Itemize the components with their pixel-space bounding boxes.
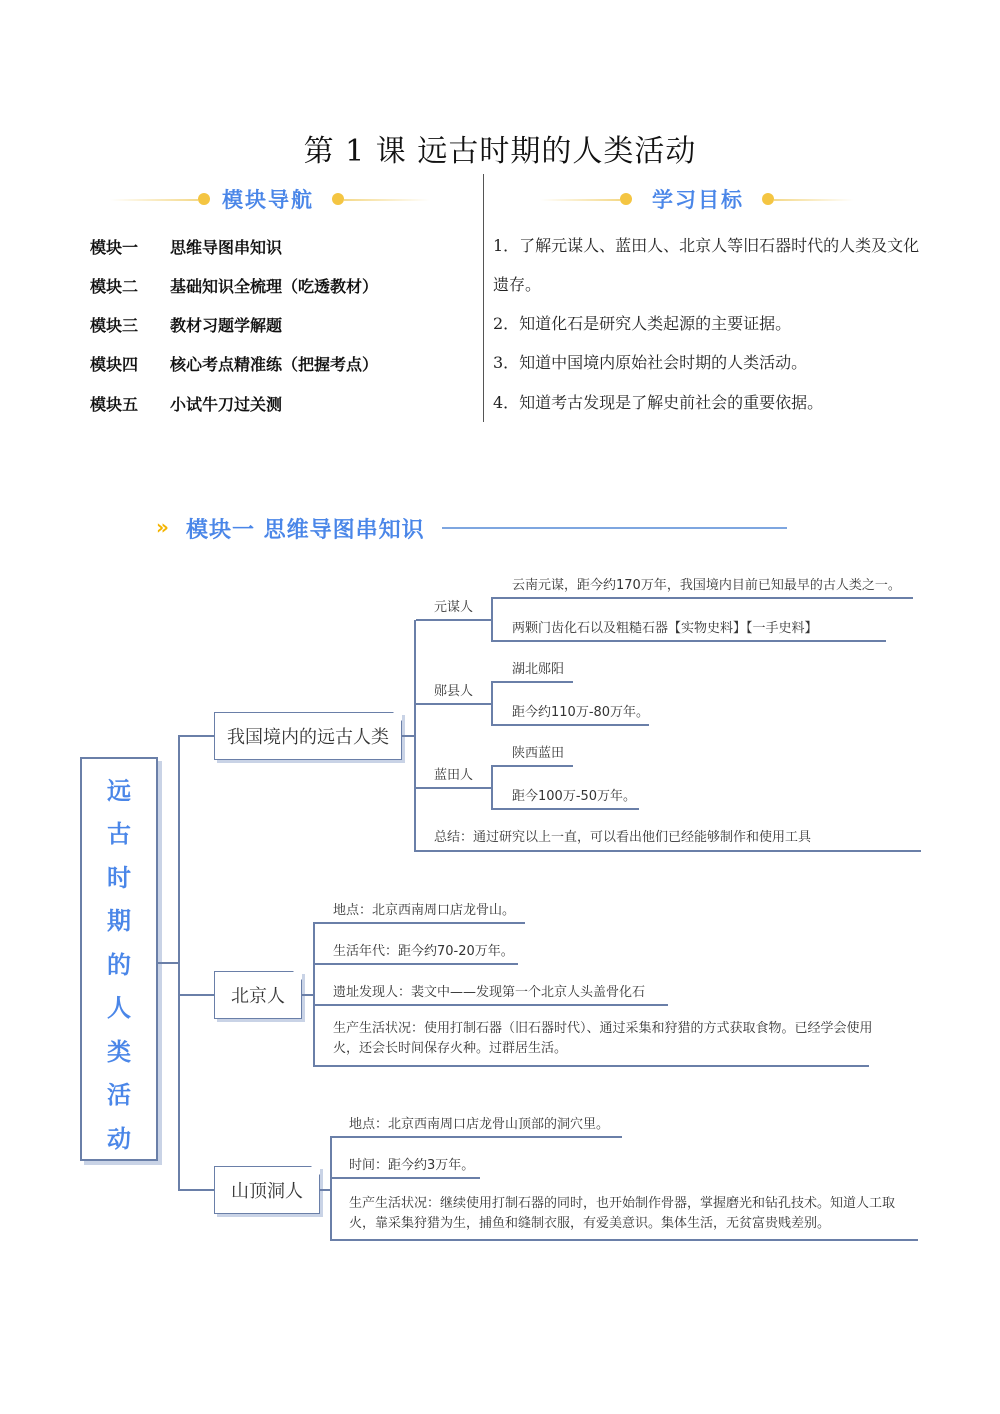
fact-text: 距今100万-50万年。 bbox=[512, 789, 637, 804]
underline bbox=[416, 619, 492, 621]
goal-item: 4．知道考古发现是了解史前社会的重要依据。 bbox=[493, 393, 824, 412]
fact-text: 湖北郧阳 bbox=[512, 662, 565, 677]
fact-text: 时间：距今约3万年。 bbox=[349, 1158, 475, 1173]
branch-label: 我国境内的远古人类 bbox=[227, 727, 389, 748]
root-char: 古 bbox=[107, 820, 131, 848]
goals-heading: 学习目标 bbox=[652, 188, 744, 212]
dot-icon bbox=[620, 193, 632, 205]
fact-text: 地点：北京西南周口店龙骨山。 bbox=[333, 903, 516, 918]
nav-key: 模块五 bbox=[90, 395, 139, 414]
underline bbox=[330, 1136, 622, 1138]
underline bbox=[313, 922, 525, 924]
module1-heading: 模块一 思维导图串知识 bbox=[186, 518, 425, 543]
nav-value: 核心考点精准练（把握考点） bbox=[170, 355, 379, 374]
sub-label: 蓝田人 bbox=[434, 768, 474, 783]
divider bbox=[774, 199, 854, 201]
underline bbox=[491, 597, 913, 599]
sub-label: 元谋人 bbox=[434, 600, 474, 615]
connector bbox=[313, 922, 315, 1066]
branch-label: 山顶洞人 bbox=[231, 1181, 303, 1202]
divider bbox=[344, 199, 430, 201]
dot-icon bbox=[332, 193, 344, 205]
connector bbox=[302, 994, 313, 996]
root-char: 人 bbox=[107, 994, 131, 1022]
fact-text: 地点：北京西南周口店龙骨山顶部的洞穴里。 bbox=[349, 1117, 610, 1132]
fact-text: 云南元谋，距今约170万年，我国境内目前已知最早的古人类之一。 bbox=[512, 578, 901, 593]
module1-heading-bar bbox=[156, 513, 796, 547]
double-chevron-icon: » bbox=[156, 515, 169, 539]
fact-text: 生产生活状况：使用打制石器（旧石器时代）、通过采集和狩猎的方式获取食物。已经学会使用火，还会长时间保存火种。过群居生活。 bbox=[333, 1021, 873, 1056]
nav-key: 模块四 bbox=[90, 355, 139, 374]
root-char: 的 bbox=[107, 951, 131, 979]
fact-text: 两颗门齿化石以及粗糙石器【实物史料】【一手史料】 bbox=[512, 621, 818, 636]
underline bbox=[491, 765, 573, 767]
fold-corner bbox=[311, 1166, 320, 1175]
column-divider bbox=[483, 174, 484, 422]
nav-value: 基础知识全梳理（吃透教材） bbox=[170, 277, 379, 296]
fact-text: 生产生活状况：继续使用打制石器的同时，也开始制作骨器，掌握磨光和钻孔技术。知道人工取火，靠采集狩猎为生，捕鱼和缝制衣服，有爱美意识。集体生活，无贫富贵贱差别。 bbox=[349, 1196, 896, 1231]
branch-node bbox=[214, 712, 402, 760]
connector bbox=[178, 1189, 214, 1191]
connector bbox=[178, 735, 214, 737]
fold-corner bbox=[393, 712, 402, 721]
goal-item: 1．了解元谋人、蓝田人、北京人等旧石器时代的人类及文化遗存。 bbox=[493, 236, 920, 294]
connector bbox=[178, 735, 180, 1190]
root-char: 动 bbox=[107, 1125, 131, 1153]
dot-icon bbox=[198, 193, 210, 205]
goal-item: 3．知道中国境内原始社会时期的人类活动。 bbox=[493, 353, 808, 372]
underline bbox=[313, 963, 518, 965]
underline bbox=[416, 787, 492, 789]
divider bbox=[540, 199, 620, 201]
nav-value: 教材习题学解题 bbox=[170, 316, 283, 335]
underline bbox=[416, 703, 492, 705]
underline bbox=[414, 850, 921, 852]
underline bbox=[491, 724, 649, 726]
connector bbox=[491, 598, 493, 642]
fact-text: 遗址发现人：裴文中——发现第一个北京人头盖骨化石 bbox=[333, 985, 646, 1000]
underline bbox=[491, 681, 573, 683]
root-char: 期 bbox=[107, 907, 131, 935]
connector bbox=[414, 620, 416, 852]
fact-text: 生活年代：距今约70-20万年。 bbox=[333, 944, 514, 959]
branch-node bbox=[214, 1166, 320, 1214]
page-title: 第 1 课 远古时期的人类活动 bbox=[303, 134, 697, 169]
nav-value: 思维导图串知识 bbox=[170, 238, 283, 257]
nav-key: 模块三 bbox=[90, 316, 139, 335]
summary-text: 总结：通过研究以上一直，可以看出他们已经能够制作和使用工具 bbox=[434, 830, 812, 845]
goal-item: 2．知道化石是研究人类起源的主要证据。 bbox=[493, 314, 792, 333]
branch-label: 北京人 bbox=[231, 986, 285, 1007]
connector bbox=[491, 682, 493, 726]
divider bbox=[442, 527, 787, 529]
underline bbox=[313, 1065, 869, 1067]
mindmap-root bbox=[80, 757, 158, 1161]
underline bbox=[330, 1239, 918, 1241]
dot-icon bbox=[762, 193, 774, 205]
connector bbox=[320, 1189, 330, 1191]
branch-node bbox=[214, 971, 302, 1019]
underline bbox=[330, 1177, 480, 1179]
nav-key: 模块一 bbox=[90, 238, 139, 257]
root-char: 远 bbox=[107, 777, 131, 805]
root-char: 类 bbox=[107, 1038, 131, 1066]
connector bbox=[156, 962, 178, 964]
nav-heading: 模块导航 bbox=[222, 188, 314, 212]
connector bbox=[330, 1136, 332, 1240]
nav-key: 模块二 bbox=[90, 277, 139, 296]
connector bbox=[491, 766, 493, 810]
underline bbox=[491, 640, 886, 642]
root-char: 时 bbox=[107, 864, 131, 892]
fact-text: 陕西蓝田 bbox=[512, 746, 565, 761]
connector bbox=[402, 735, 414, 737]
goals-heading-bar bbox=[540, 184, 860, 216]
root-char: 活 bbox=[107, 1081, 131, 1109]
nav-heading-bar bbox=[110, 184, 430, 216]
divider bbox=[110, 199, 198, 201]
fold-corner bbox=[293, 971, 302, 980]
sub-label: 郧县人 bbox=[434, 684, 474, 699]
fact-text: 距今约110万-80万年。 bbox=[512, 705, 650, 720]
underline bbox=[491, 808, 639, 810]
nav-value: 小试牛刀过关测 bbox=[170, 395, 283, 414]
connector bbox=[178, 994, 214, 996]
underline bbox=[313, 1004, 668, 1006]
